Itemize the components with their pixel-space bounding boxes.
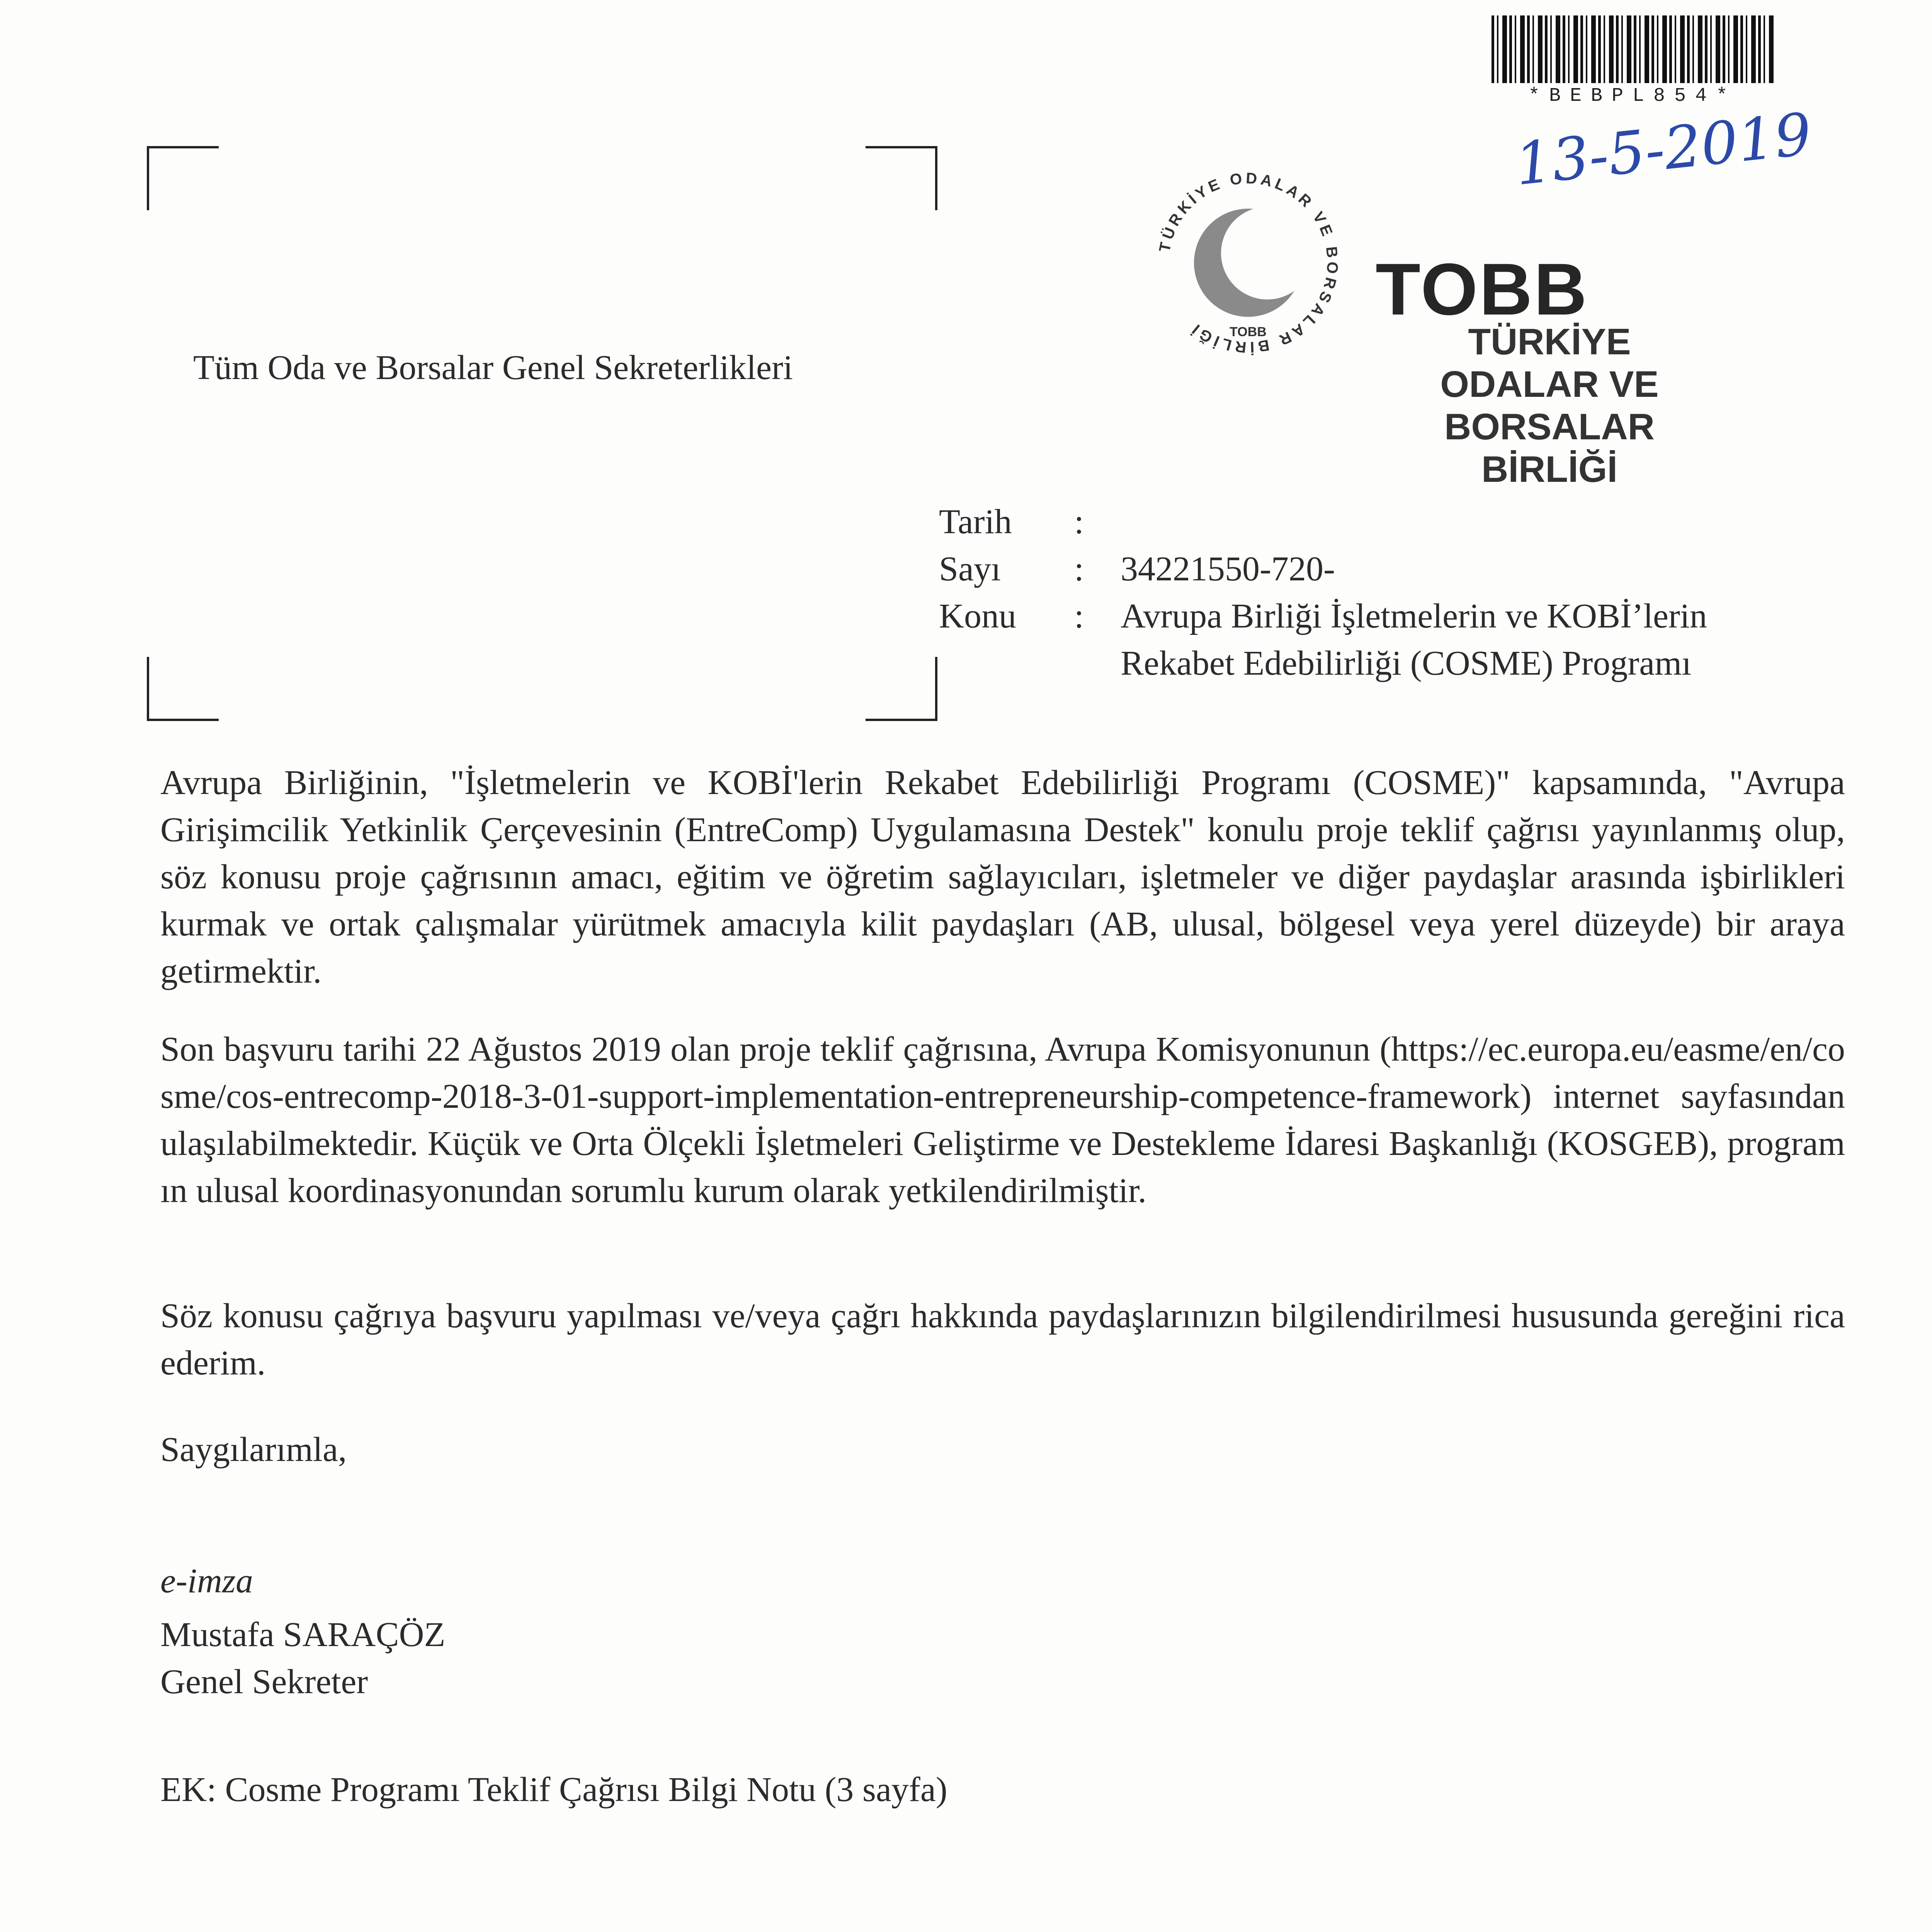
meta-number-row — [939, 546, 1707, 593]
address-window-corner-bottom-left — [147, 657, 219, 721]
meta-colon: : — [1074, 550, 1084, 588]
body-paragraph-3: Söz konusu çağrıya başvuru yapılması ve/veya çağrı hakkında paydaşlarınızın bilgilendirilmesi hususunda gereğini rica ederim. — [160, 1297, 1845, 1382]
closing-salutation: Saygılarımla, — [160, 1430, 347, 1469]
body-paragraph-2: Son başvuru tarihi 22 Ağustos 2019 olan proje teklif çağrısına, Avrupa Komisyonunun (https://ec.europa.eu/easme/en/cosme/cos-entrecomp-2018-3-01-support-implementation-entrepreneurship-competence-framework) internet sayfasından ulaşılabilmektedir. Küçük ve Orta Ölçekli İşletmeleri Geliştirme ve Destekleme İdaresi Başkanlığı (KOSGEB), programın ulusal koordinasyonundan sorumlu kurum olarak yetkilendirilmiştir. — [160, 1030, 1845, 1210]
meta-subject-label: Konu — [939, 597, 1016, 635]
logo-inner-text: TOBB — [1230, 325, 1267, 339]
organization-name-line2: ODALAR VE BORSALAR — [1440, 364, 1659, 447]
meta-subject-row — [939, 593, 1707, 640]
meta-date-row — [939, 498, 1707, 546]
attachment-note: EK: Cosme Programı Teklif Çağrısı Bilgi Notu (3 sayfa) — [160, 1770, 947, 1809]
meta-number-label: Sayı — [939, 550, 1001, 588]
barcode-code: *BEBPL854* — [1528, 85, 1737, 107]
signer-title: Genel Sekreter — [160, 1663, 368, 1701]
meta-colon: : — [1074, 597, 1084, 635]
body-paragraph-1: Avrupa Birliğinin, "İşletmelerin ve KOBİ'lerin Rekabet Edebilirliği Programı (COSME)" kapsamında, "Avrupa Girişimcilik Yetkinlik Çerçevesinin (EntreComp) Uygulamasına Destek" konulu proje teklif çağrısı yayınlanmış olup, söz konusu proje çağrısının amacı, eğitim ve öğretim sağlayıcıları, işletmeler ve diğer paydaşlar arasında işbirlikleri kurmak ve ortak çalışmalar yürütmek amacıyla kilit paydaşları (AB, ulusal, bölgesel veya yerel düzeyde) bir araya getirmektir. — [160, 764, 1845, 990]
document-barcode — [1492, 15, 1774, 83]
handwritten-date: 13-5-2019 — [1512, 100, 1815, 199]
esignature-mark: e-imza — [160, 1562, 253, 1600]
letter-meta — [939, 498, 1707, 687]
meta-number-value: 34221550-720- — [1121, 550, 1335, 588]
address-window-corner-top-right — [866, 146, 937, 210]
tobb-wordmark: TOBB — [1376, 248, 1588, 330]
organization-name-line3: BİRLİĞİ — [1481, 449, 1617, 490]
organization-name — [1337, 321, 1762, 491]
recipient: Tüm Oda ve Borsalar Genel Sekreterlikleri — [193, 349, 793, 387]
signer-block — [160, 1611, 446, 1706]
address-window-corner-bottom-right — [866, 657, 937, 721]
meta-subject-line2: Rekabet Edebilirliği (COSME) Programı — [1121, 644, 1692, 682]
logo-ring-text: TÜRKİYE ODALAR VE BORSALAR BİRLİĞİ — [1156, 170, 1341, 356]
tobb-logo-emblem — [1140, 155, 1356, 371]
meta-colon: : — [1074, 503, 1084, 541]
signer-name: Mustafa SARAÇÖZ — [160, 1616, 446, 1654]
meta-subject-line1: Avrupa Birliği İşletmelerin ve KOBİ’lerin — [1121, 597, 1707, 635]
meta-date-label: Tarih — [939, 503, 1012, 541]
address-window-corner-top-left — [147, 146, 219, 210]
organization-name-line1: TÜRKİYE — [1468, 321, 1631, 362]
